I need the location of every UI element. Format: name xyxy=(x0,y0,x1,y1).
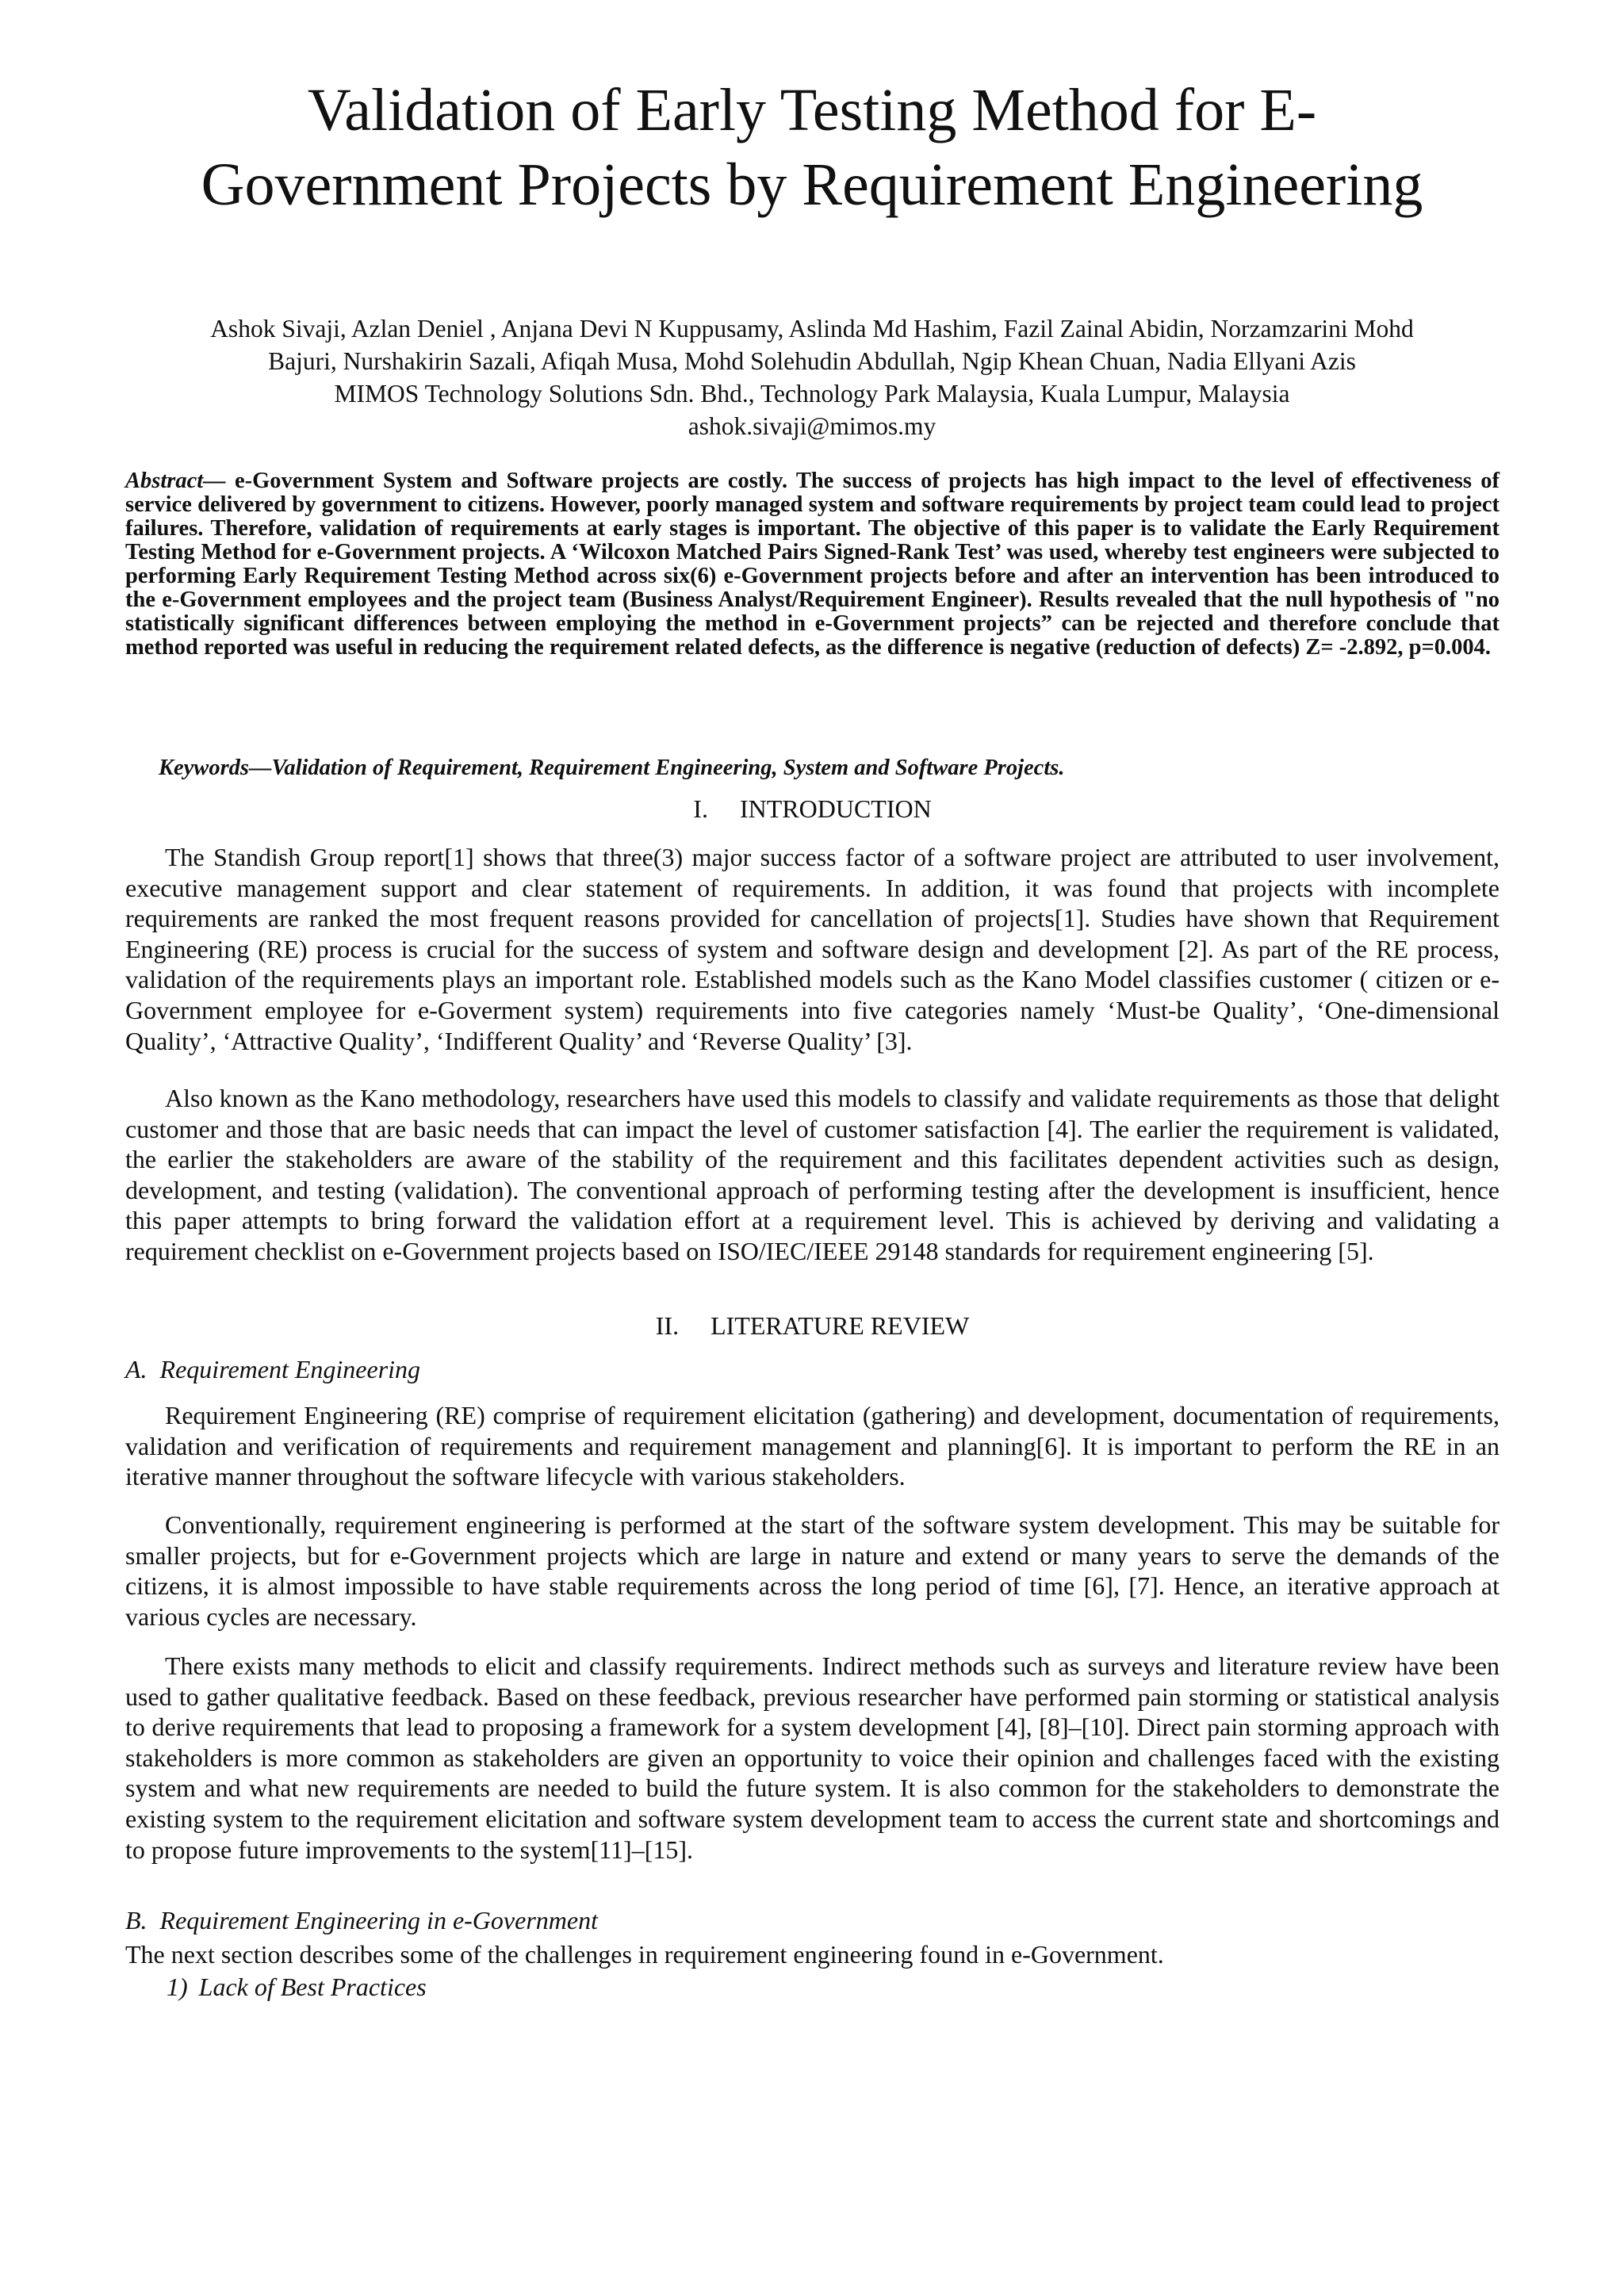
subsubsection-heading-lack-of-best-practices xyxy=(167,1971,1435,2003)
subsection-number: B. xyxy=(125,1906,147,1934)
subsection-heading-requirement-engineering xyxy=(125,1353,1500,1385)
abstract-label: Abstract— xyxy=(125,469,226,493)
subsubsection-number: 1) xyxy=(167,1973,188,2001)
title-line-1: Validation of Early Testing Method for E- xyxy=(307,77,1317,144)
section-number: II. xyxy=(655,1311,680,1340)
author-block xyxy=(119,312,1505,442)
paper-title xyxy=(95,73,1529,222)
subsection-title: Requirement Engineering in e-Government xyxy=(159,1906,598,1934)
subsection-title: Requirement Engineering xyxy=(159,1355,421,1383)
authors-line-1: Ashok Sivaji, Azlan Deniel , Anjana Devi N Kuppusamy, Aslinda Md Hashim, Fazil Zainal Abidin, Norzamzarini Mohd xyxy=(210,315,1414,342)
intro-paragraph-2: Also known as the Kano methodology, researchers have used this models to classify and validate requirements as those that delight customer and those that are basic needs that can impact the level of customer satisfaction [4]. The earlier the requirement is validated, the earlier the stakeholders are aware of the stability of the requirement and this facilitates dependent activities such as design, development, and testing (validation). The conventional approach of performing testing after the development is insufficient, hence this paper attempts to bring forward the validation effort at a requirement level. This is achieved by deriving and validating a requirement checklist on e-Government projects based on ISO/IEC/IEEE 29148 standards for requirement engineering [5]. xyxy=(125,1084,1500,1265)
lit-b-paragraph-1: The next section describes some of the challenges in requirement engineering found in e-Government. xyxy=(125,1940,1164,1969)
keywords: Keywords—Validation of Requirement, Requirement Engineering, System and Software Projects. xyxy=(159,756,1065,780)
subsection-heading-re-in-egovernment xyxy=(125,1904,1500,1936)
lit-a-paragraph-3: There exists many methods to elicit and classify requirements. Indirect methods such as surveys and literature review have been used to gather qualitative feedback. Based on these feedback, previous researcher have performed pain storming or statistical analysis to derive requirements that lead to proposing a framework for a system development [4], [8]–[10]. Direct pain storming approach with stakeholders is more common as stakeholders are given an opportunity to voice their opinion and challenges faced with the existing system and what new requirements are needed to build the future system. It is also common for the stakeholders to demonstrate the existing system to the requirement elicitation and software system development team to access the current state and shortcomings and to propose future improvements to the system[11]–[15]. xyxy=(125,1651,1500,1864)
abstract-text: e-Government System and Software projects are costly. The success of projects has high impact to the level of effectiveness of service delivered by government to citizens. However, poorly managed system and software requirements by project team could lead to project failures. Therefore, validation of requirements at early stages is important. The objective of this paper is to validate the Early Requirement Testing Method for e-Government projects. A ‘Wilcoxon Matched Pairs Signed-Rank Test’ was used, whereby test engineers were subjected to performing Early Requirement Testing Method across six(6) e-Government projects before and after an intervention has been introduced to the e-Government employees and the project team (Business Analyst/Requirement Engineer). Results revealed that the null hypothesis of "no statistically significant differences between employing the method in e-Government projects” can be rejected and therefore conclude that method reported was useful in reducing the requirement related defects, as the difference is negative (reduction of defects) Z= -2.892, p=0.004. xyxy=(125,469,1500,660)
section-title: LITERATURE REVIEW xyxy=(710,1311,970,1340)
subsubsection-title: Lack of Best Practices xyxy=(198,1973,427,2001)
subsection-number: A. xyxy=(125,1355,147,1383)
section-title: INTRODUCTION xyxy=(739,794,932,823)
section-heading-literature-review xyxy=(125,1310,1500,1341)
affiliation: MIMOS Technology Solutions Sdn. Bhd., Technology Park Malaysia, Kuala Lumpur, Malaysia xyxy=(334,380,1290,408)
abstract xyxy=(125,469,1500,660)
section-number: I. xyxy=(693,794,708,823)
author-email: ashok.sivaji@mimos.my xyxy=(688,412,936,440)
intro-paragraph-1: The Standish Group report[1] shows that three(3) major success factor of a software project are attributed to user involvement, executive management support and clear statement of requirements. In addition, it was found that projects with incomplete requirements are ranked the most frequent reasons provided for cancellation of projects[1]. Studies have shown that Requirement Engineering (RE) process is crucial for the success of system and software design and development [2]. As part of the RE process, validation of the requirements plays an important role. Established models such as the Kano Model classifies customer ( citizen or e-Government employee for e-Goverment system) requirements into five categories namely ‘Must-be Quality’, ‘One-dimensional Quality’, ‘Attractive Quality’, ‘Indifferent Quality’ and ‘Reverse Quality’ [3]. xyxy=(125,843,1500,1055)
authors-line-2: Bajuri, Nurshakirin Sazali, Afiqah Musa, Mohd Solehudin Abdullah, Ngip Khean Chuan, Nadia Ellyani Azis xyxy=(268,347,1356,375)
section-heading-introduction xyxy=(125,793,1500,825)
lit-a-paragraph-2: Conventionally, requirement engineering is performed at the start of the software system development. This may be suitable for smaller projects, but for e-Government projects which are large in nature and extend or many years to serve the demands of the citizens, it is almost impossible to have stable requirements across the long period of time [6], [7]. Hence, an iterative approach at various cycles are necessary. xyxy=(125,1510,1500,1631)
title-line-2: Government Projects by Requirement Engineering xyxy=(201,151,1423,218)
lit-a-paragraph-1: Requirement Engineering (RE) comprise of requirement elicitation (gathering) and development, documentation of requirements, validation and verification of requirements and requirement management and planning[6]. It is important to perform the RE in an iterative manner throughout the software lifecycle with various stakeholders. xyxy=(125,1401,1500,1491)
